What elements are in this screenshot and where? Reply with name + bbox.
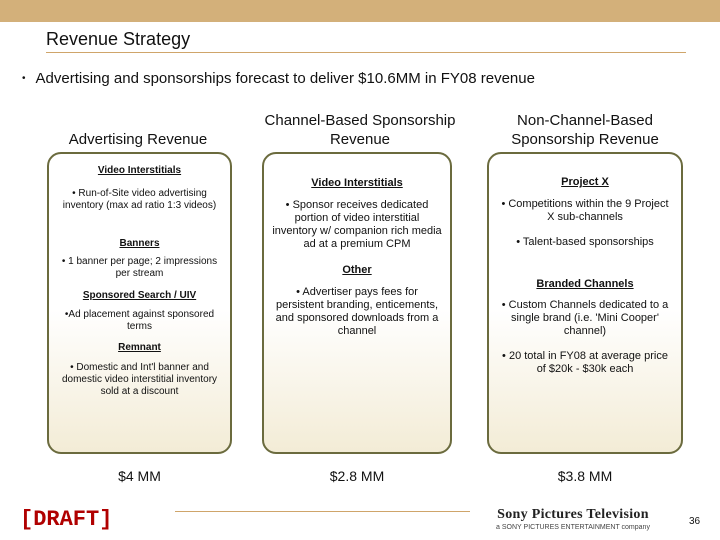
- title-divider: [46, 52, 686, 53]
- summary-bullet: [22, 70, 535, 87]
- section-text: • 20 total in FY08 at average price of $20k - $30k each: [502, 350, 668, 375]
- section-text: • Run-of-Site video advertising inventory (max ad ratio 1:3 videos): [62, 188, 217, 211]
- brand-subtitle: a SONY PICTURES ENTERTAINMENT company: [496, 524, 650, 531]
- section-text: • Custom Channels dedicated to a single brand (i.e. 'Mini Cooper' channel): [501, 299, 669, 337]
- advertising-revenue-card: [47, 152, 232, 454]
- column-header-non-channel-sponsorship: Non-Channel-Based Sponsorship Revenue: [511, 112, 659, 148]
- section-title: Video Interstitials: [311, 177, 403, 189]
- section-title: Sponsored Search / UIV: [82, 290, 197, 301]
- summary-bullet-text: Advertising and sponsorships forecast to deliver $10.6MM in FY08 revenue: [35, 70, 535, 87]
- section-text: • Advertiser pays fees for persistent branding, enticements, and sponsored downloads from a channel: [275, 286, 439, 337]
- section-title: Other: [342, 264, 372, 276]
- footer-divider: [175, 511, 470, 512]
- section-title: Banners: [119, 238, 160, 249]
- section-title: Remnant: [118, 342, 161, 353]
- slide-title: Revenue Strategy: [46, 29, 191, 49]
- brand-logo: [478, 507, 668, 531]
- section-text: •Ad placement against sponsored terms: [64, 309, 215, 332]
- brand-name: Sony Pictures Television: [497, 507, 649, 522]
- section-title: Branded Channels: [536, 278, 634, 290]
- draft-label: [DRAFT]: [20, 507, 113, 532]
- advertising-revenue-amount: $4 MM: [118, 468, 161, 484]
- bullet-icon: •: [22, 73, 26, 84]
- column-header-advertising: Advertising Revenue: [68, 131, 208, 148]
- section-text: • Sponsor receives dedicated portion of video interstitial inventory w/ companion rich media ad at a premium CPM: [272, 199, 442, 250]
- top-accent-bar: [0, 0, 720, 22]
- page-number: 36: [689, 516, 701, 527]
- channel-sponsorship-card: [262, 152, 452, 454]
- section-title: Project X: [561, 176, 609, 188]
- non-channel-sponsorship-card: [487, 152, 683, 454]
- channel-sponsorship-amount: $2.8 MM: [329, 468, 385, 484]
- section-text: • Domestic and Int'l banner and domestic video interstitial inventory sold at a discount: [61, 362, 218, 397]
- section-text: • Competitions within the 9 Project X sub-channels: [501, 198, 669, 223]
- section-title: Video Interstitials: [97, 165, 182, 176]
- column-header-channel-sponsorship: Channel-Based Sponsorship Revenue: [264, 112, 456, 148]
- section-text: • Talent-based sponsorships: [516, 236, 654, 248]
- non-channel-sponsorship-amount: $3.8 MM: [557, 468, 613, 484]
- section-text: • 1 banner per page; 2 impressions per stream: [61, 256, 218, 279]
